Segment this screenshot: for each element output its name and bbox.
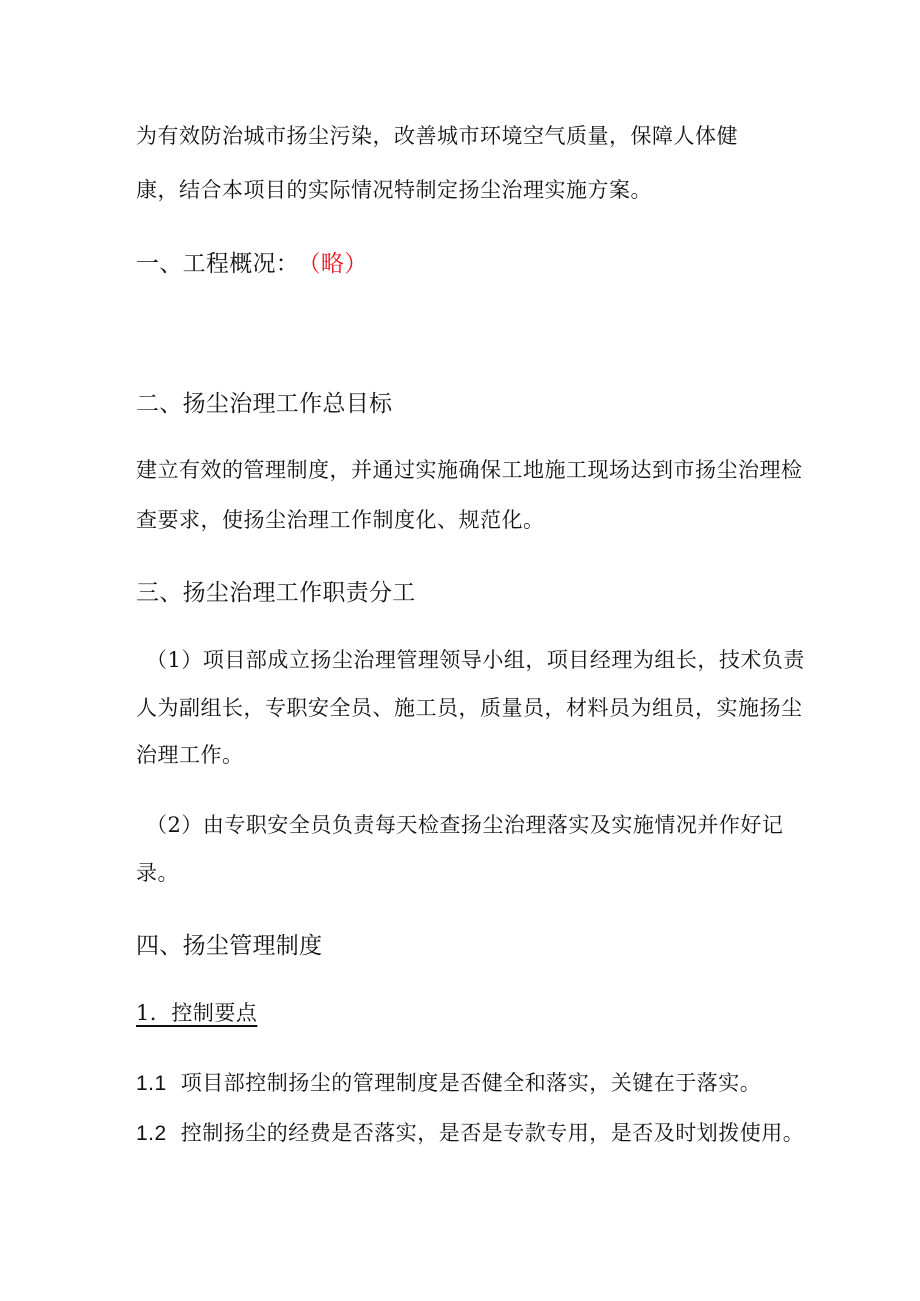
section-3-item-2-line-1: （2）由专职安全员负责每天检查扬尘治理落实及实施情况并作好记 [146, 813, 784, 837]
section-3-item-2-line-2: 录。 [136, 861, 179, 885]
section-3-item-1-line-3: 治理工作。 [136, 743, 244, 767]
list-item-text: 项目部控制扬尘的管理制度是否健全和落实，关键在于落实。 [180, 1071, 762, 1095]
list-item [136, 1118, 804, 1149]
section-2-title: 二、扬尘治理工作总目标 [136, 391, 393, 417]
section-1-title: 一、工程概况： [136, 251, 300, 277]
intro-line-1: 为有效防治城市扬尘污染，改善城市环境空气质量，保障人体健 [136, 124, 738, 148]
list-item-number: 1.2 [136, 1122, 167, 1145]
section-1-note: （略） [309, 251, 368, 277]
section-3-item-1-line-2: 人为副组长，专职安全员、施工员，质量员，材料员为组员，实施扬尘 [136, 696, 803, 720]
section-4-title: 四、扬尘管理制度 [136, 933, 323, 959]
section-2-line-2: 查要求，使扬尘治理工作制度化、规范化。 [136, 508, 545, 532]
list-item [136, 1068, 761, 1099]
section-2-line-1: 建立有效的管理制度，并通过实施确保工地施工现场达到市扬尘治理检 [136, 458, 803, 482]
section-3-title: 三、扬尘治理工作职责分工 [136, 580, 416, 606]
section-1-heading [136, 248, 368, 280]
intro-line-2: 康，结合本项目的实际情况特制定扬尘治理实施方案。 [136, 178, 652, 202]
section-3-item-1-line-1: （1）项目部成立扬尘治理管理领导小组，项目经理为组长，技术负责 [146, 648, 805, 672]
list-item-text: 控制扬尘的经费是否落实，是否是专款专用，是否及时划拨使用。 [180, 1121, 805, 1145]
section-4-subtitle: 1．控制要点 [136, 1001, 258, 1025]
list-item-number: 1.1 [136, 1072, 167, 1095]
